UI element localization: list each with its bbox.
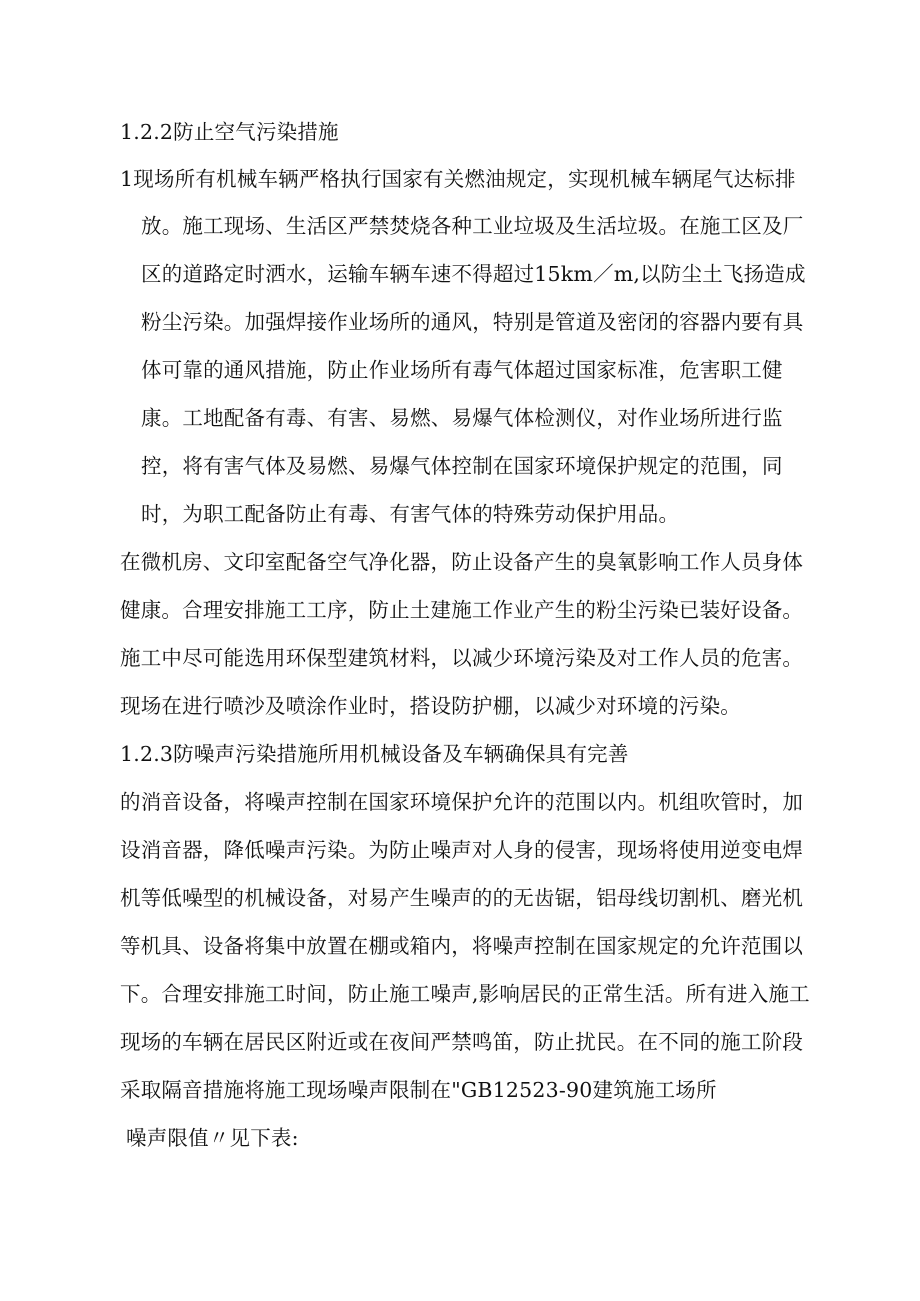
air-item1-line-5: 体可靠的通风措施，防止作业场所有毒气体超过国家标准，危害职工健 — [141, 358, 783, 382]
air-item1-line-3: 区的道路定时洒水，运输车辆车速不得超过15km／m,以防尘土飞扬造成 — [141, 262, 806, 286]
air-para2-line-3: 施工中尽可能选用环保型建筑材料，以减少环境污染及对工作人员的危害。 — [120, 646, 804, 670]
noise-para-line-7: 采取隔音措施将施工现场噪声限制在"GB12523-90建筑施工场所 — [120, 1078, 717, 1102]
air-para2-line-2: 健康。合理安排施工工序，防止土建施工作业产生的粉尘污染已装好设备。 — [120, 598, 804, 622]
noise-table-reference: 噪声限值〃见下表: — [126, 1126, 299, 1150]
noise-para-line-2: 设消音器，降低噪声污染。为防止噪声对人身的侵害，现场将使用逆变电焊 — [120, 838, 804, 862]
air-item1-line-4: 粉尘污染。加强焊接作业场所的通风，特别是管道及密闭的容器内要有具 — [141, 310, 804, 334]
air-item1-line-8: 时，为职工配备防止有毒、有害气体的特殊劳动保护用品。 — [141, 502, 680, 526]
heading-air-pollution: 1.2.2防止空气污染措施 — [120, 120, 339, 144]
heading-noise-pollution: 1.2.3防噪声污染措施所用机械设备及车辆确保具有完善 — [120, 742, 629, 766]
noise-para-line-5: 下。合理安排施工时间，防止施工噪声,影响居民的正常生活。所有进入施工 — [120, 982, 810, 1006]
air-para2-line-4: 现场在进行喷沙及喷涂作业时，搭设防护棚，以减少对环境的污染。 — [120, 694, 741, 718]
noise-para-line-1: 的消音设备，将噪声控制在国家环境保护允许的范围以内。机组吹管时，加 — [120, 790, 804, 814]
air-item1-line-7: 控，将有害气体及易燃、易爆气体控制在国家环境保护规定的范围，同 — [141, 454, 783, 478]
air-item1-line-6: 康。工地配备有毒、有害、易燃、易爆气体检测仪，对作业场所进行监 — [141, 406, 783, 430]
air-para2-line-1: 在微机房、文印室配备空气净化器，防止设备产生的臭氧影响工作人员身体 — [120, 550, 804, 574]
noise-para-line-4: 等机具、设备将集中放置在棚或箱内，将噪声控制在国家规定的允许范围以 — [120, 934, 804, 958]
noise-para-line-6: 现场的车辆在居民区附近或在夜间严禁鸣笛，防止扰民。在不同的施工阶段 — [120, 1030, 804, 1054]
air-item1-line-1: 1现场所有机械车辆严格执行国家有关燃油规定，实现机械车辆尾气达标排 — [120, 167, 796, 191]
air-item1-line-2: 放。施工现场、生活区严禁焚烧各种工业垃圾及生活垃圾。在施工区及厂 — [141, 214, 804, 238]
noise-para-line-3: 机等低噪型的机械设备，对易产生噪声的的无齿锯，铝母线切割机、磨光机 — [120, 886, 804, 910]
